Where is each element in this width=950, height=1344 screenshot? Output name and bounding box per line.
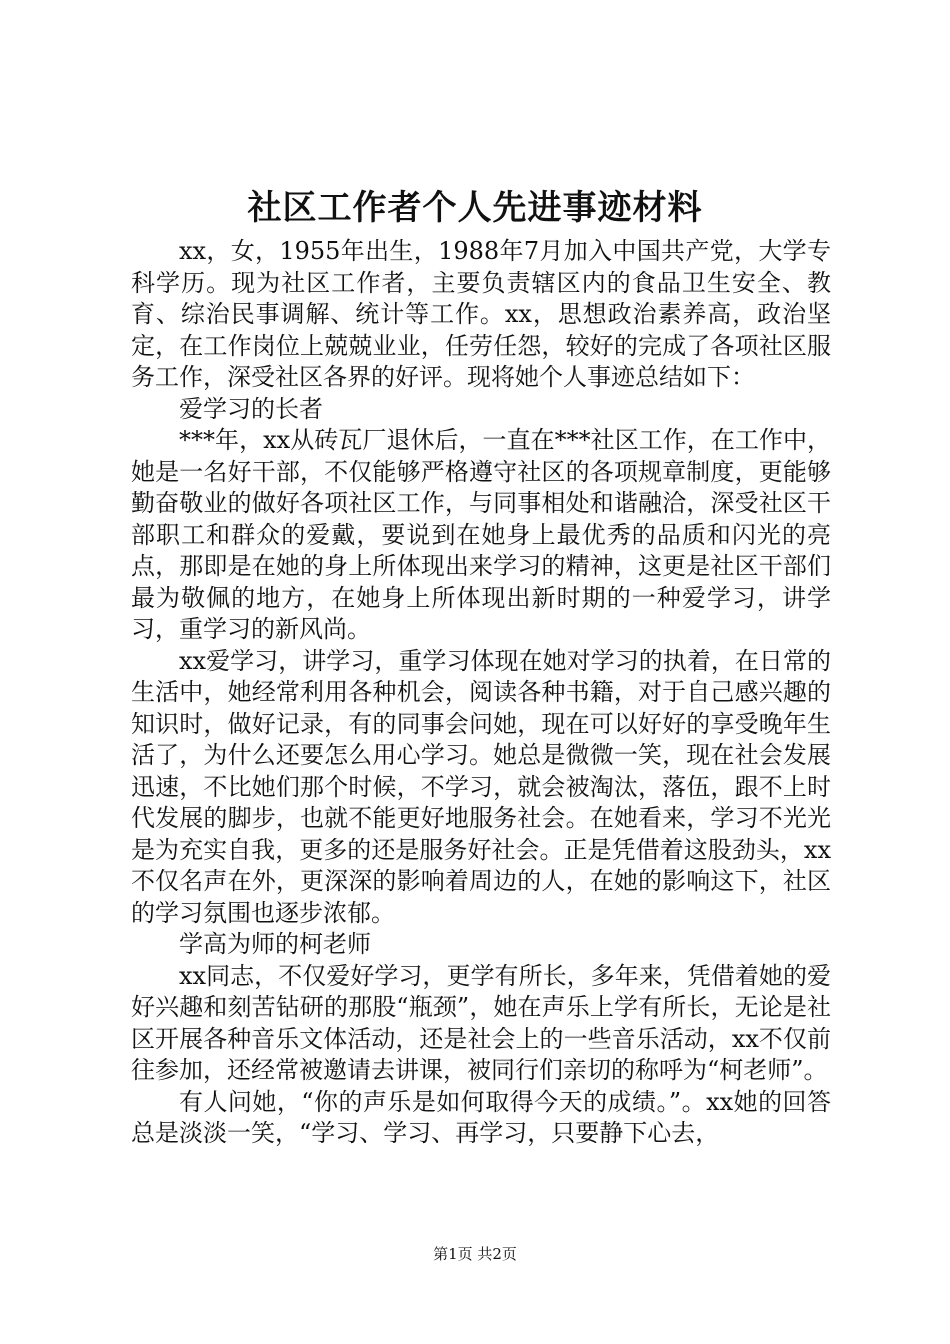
document-body <box>131 236 831 1150</box>
paragraph-learning-habit: xx爱学习，讲学习，重学习体现在她对学习的执着，在日常的生活中，她经常利用各种机会，阅读各种书籍，对于自己感兴趣的知识时，做好记录，有的同事会问她，现在可以好好的享受晚年生活了，为什么还要怎么用心学习。她总是微微一笑，现在社会发展迅速，不比她们那个时候，不学习，就会被淘汰，落伍，跟不上时代发展的脚步，也就不能更好地服务社会。在她看来，学习不光光是为充实自我，更多的还是服务好社会。正是凭借着这股劲头，xx不仅名声在外，更深深的影响着周边的人，在她的影响这下，社区的学习氛围也逐步浓郁。 <box>131 646 831 927</box>
paragraph-interview: 有人问她，“你的声乐是如何取得今天的成绩。”。xx她的回答总是淡淡一笑，“学习、学习、再学习，只要静下心去， <box>131 1087 831 1147</box>
paragraph-work-history: ***年，xx从砖瓦厂退休后，一直在***社区工作，在工作中，她是一名好干部，不仅能够严格遵守社区的各项规章制度，更能够勤奋敬业的做好各项社区工作，与同事相处和谐融洽，深受社区干部职工和群众的爱戴，要说到在她身上最优秀的品质和闪光的亮点，那即是在她的身上所体现出来学习的精神，这更是社区干部们最为敬佩的地方，在她身上所体现出新时期的一种爱学习，讲学习，重学习的新风尚。 <box>131 426 831 643</box>
page-footer: 第1页 共2页 <box>433 1245 517 1263</box>
paragraph-music-talent: xx同志，不仅爱好学习，更学有所长，多年来，凭借着她的爱好兴趣和刻苦钻研的那股“瓶颈”，她在声乐上学有所长，无论是社区开展各种音乐文体活动，还是社会上的一些音乐活动，xx不仅前往参加，还经常被邀请去讲课，被同行们亲切的称呼为“柯老师”。 <box>131 961 831 1084</box>
section-heading-learning: 爱学习的长者 <box>179 394 323 423</box>
paragraph-intro: xx，女，1955年出生，1988年7月加入中国共产党，大学专科学历。现为社区工作者，主要负责辖区内的食品卫生安全、教育、综治民事调解、统计等工作。xx，思想政治素养高，政治坚定，在工作岗位上兢兢业业，任劳任怨，较好的完成了各项社区服务工作，深受社区各界的好评。现将她个人事迹总结如下： <box>131 237 831 391</box>
section-heading-teacher: 学高为师的柯老师 <box>179 930 371 958</box>
document-title: 社区工作者个人先进事迹材料 <box>247 188 703 228</box>
